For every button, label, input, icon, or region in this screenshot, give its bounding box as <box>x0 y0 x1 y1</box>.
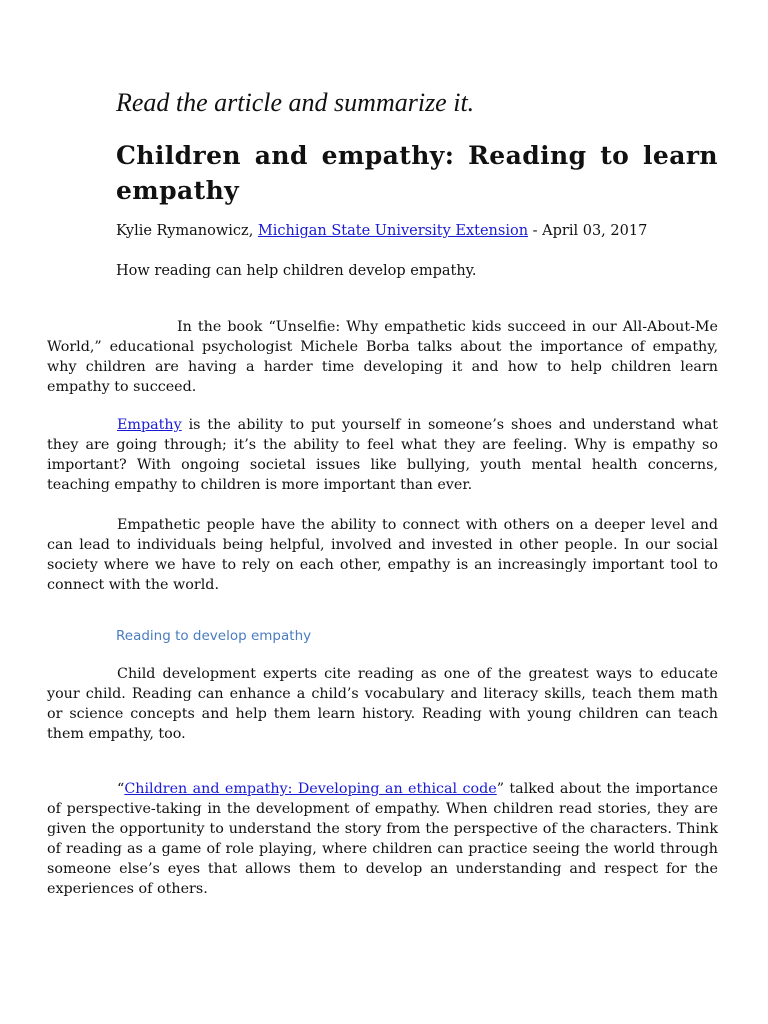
paragraph-child-development <box>47 664 718 744</box>
ethical-code-article-link[interactable]: Children and empathy: Developing an ethical code <box>124 781 497 797</box>
paragraph-perspective-taking <box>47 779 718 899</box>
assignment-instruction: Read the article and summarize it. <box>116 88 475 117</box>
section-heading-reading: Reading to develop empathy <box>116 628 312 644</box>
open-quote: “ <box>117 781 125 797</box>
article-title: Children and empathy: Reading to learn empathy <box>116 141 718 205</box>
publish-date: - April 03, 2017 <box>528 223 648 239</box>
paragraph-empathy-definition <box>47 415 718 495</box>
article-byline <box>116 223 647 239</box>
paragraph-empathetic-people <box>47 515 718 595</box>
msu-extension-link[interactable]: Michigan State University Extension <box>257 223 529 239</box>
empathy-link[interactable]: Empathy <box>117 417 182 433</box>
paragraph-intro <box>47 317 718 397</box>
author-name: Kylie Rymanowicz, <box>116 223 258 239</box>
paragraph-child-development-text: Child development experts cite reading as one of the greatest ways to educate your child. Reading can enhance a child’s vocabulary and literacy skills, teach them math or science concepts and help them learn history. Reading with young children can teach them empathy, too. <box>47 666 718 742</box>
paragraph-empathetic-text: Empathetic people have the ability to connect with others on a deeper level and can lead to individuals being helpful, involved and invested in other people. In our social society where we have to rely on each other, empathy is an increasingly important tool to connect with the world. <box>47 517 718 593</box>
paragraph-intro-text: In the book “Unselfie: Why empathetic kids succeed in our All-About-Me World,” educational psychologist Michele Borba talks about the importance of empathy, why children are having a harder time developing it and how to help children learn empathy to succeed. <box>47 319 718 395</box>
article-subtitle: How reading can help children develop empathy. <box>116 263 477 279</box>
paragraph-perspective-text: ” talked about the importance of perspective-taking in the development of empathy. When children read stories, they are given the opportunity to understand the story from the perspective of the characters. Think of reading as a game of role playing, where children can practice seeing the world through someone else’s eyes that allows them to develop an understanding and respect for the experiences of others. <box>47 781 718 897</box>
paragraph-empathy-text: is the ability to put yourself in someone’s shoes and understand what they are going through; it’s the ability to feel what they are feeling. Why is empathy so important? With ongoing societal issues like bullying, youth mental health concerns, teaching empathy to children is more important than ever. <box>47 417 718 493</box>
